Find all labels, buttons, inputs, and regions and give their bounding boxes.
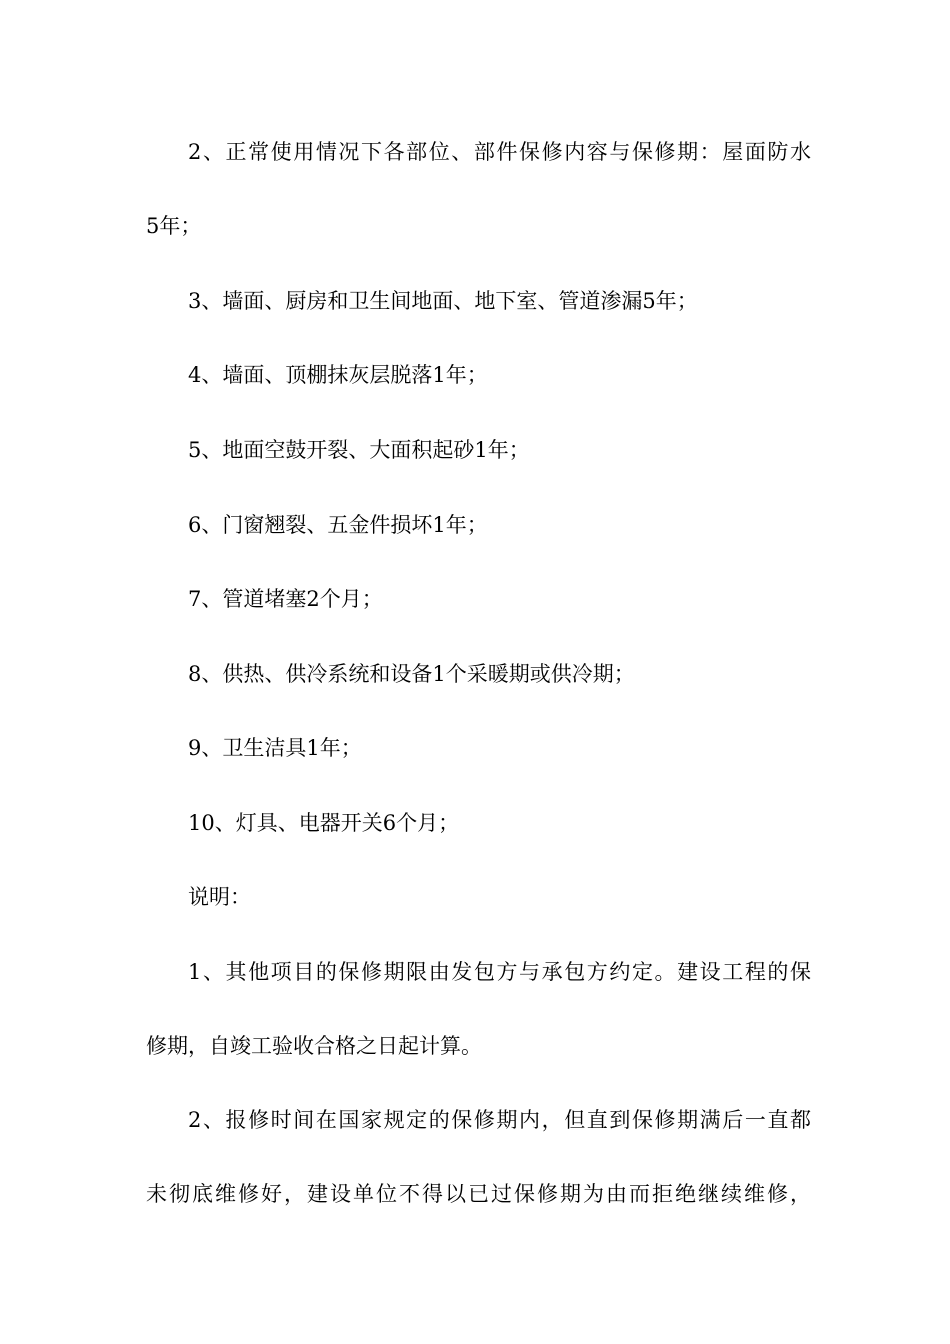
list-item-7: 7、管道堵塞2个月； [188,587,383,611]
note-2-line-1: 2、报修时间在国家规定的保修期内，但直到保修期满后一直都 [188,1108,811,1132]
note-1-line-1: 1、其他项目的保修期限由发包方与承包方约定。建设工程的保 [188,960,811,984]
list-item-4: 4、墙面、顶棚抹灰层脱落1年； [188,363,488,387]
list-item-5: 5、地面空鼓开裂、大面积起砂1年； [188,438,530,462]
list-item-6: 6、门窗翘裂、五金件损坏1年； [188,513,488,537]
list-item-9: 9、卫生洁具1年； [188,736,362,760]
list-item-3: 3、墙面、厨房和卫生间地面、地下室、管道渗漏5年； [188,289,698,313]
list-item-10: 10、灯具、电器开关6个月； [188,811,460,835]
note-2-line-2: 未彻底维修好，建设单位不得以已过保修期为由而拒绝继续维修， [146,1182,811,1206]
list-item-8: 8、供热、供冷系统和设备1个采暖期或供冷期； [188,662,635,686]
notes-heading: 说明： [188,885,251,909]
paragraph-warranty-intro-line-2: 5年； [146,214,202,238]
paragraph-warranty-intro-line-1: 2、正常使用情况下各部位、部件保修内容与保修期：屋面防水 [188,140,811,164]
note-1-line-2: 修期，自竣工验收合格之日起计算。 [146,1034,482,1058]
